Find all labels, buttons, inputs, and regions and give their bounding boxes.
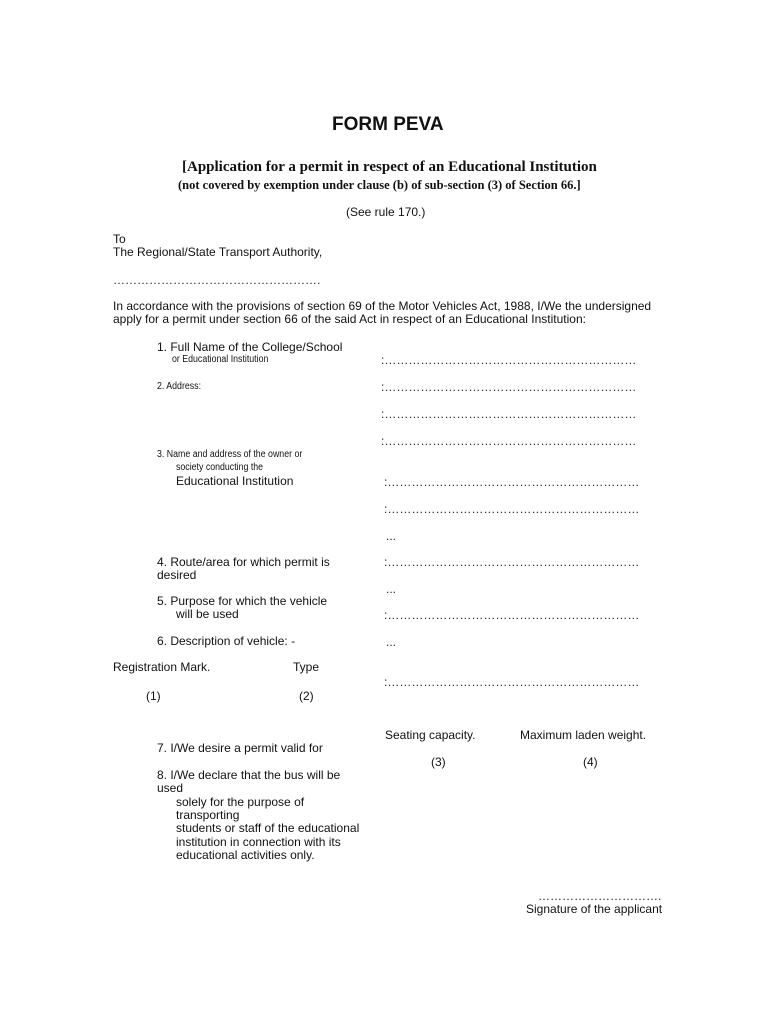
purpose-field[interactable]: :……………………………………………………… <box>384 608 640 622</box>
item8-label-cont2: solely for the purpose of <box>176 795 305 809</box>
form-subtitle-line1: [Application for a permit in respect of an Educational Institution <box>182 159 597 175</box>
address-field-3[interactable]: :……………………………………………………… <box>381 434 637 448</box>
item1-label: 1. Full Name of the College/School <box>157 340 343 354</box>
item4-label: 4. Route/area for which permit is <box>157 555 330 569</box>
item4-label-cont: desired <box>157 568 197 582</box>
purpose-field-cont: ... <box>386 635 397 649</box>
column-3-label: (3) <box>431 755 446 769</box>
item8-label: 8. I/We declare that the bus will be <box>157 768 341 782</box>
intro-line2: apply for a permit under section 66 of the said Act in respect of an Educational Institution: <box>113 312 586 326</box>
item8-label-cont3: transporting <box>176 808 240 822</box>
owner-field-2-cont: ... <box>386 529 397 543</box>
route-field[interactable]: :……………………………………………………… <box>384 555 640 569</box>
item3-label: 3. Name and address of the owner or <box>157 449 303 460</box>
authority-label: The Regional/State Transport Authority, <box>113 245 323 259</box>
max-laden-weight-header: Maximum laden weight. <box>520 728 647 742</box>
address-field-2[interactable]: :……………………………………………………… <box>381 407 637 421</box>
item8-label-cont1: used <box>157 781 184 795</box>
owner-field-1[interactable]: :……………………………………………………… <box>384 475 640 489</box>
column-2-label: (2) <box>299 689 314 703</box>
item3-label-cont1: society conducting the <box>176 462 264 473</box>
vehicle-description-field[interactable]: :……………………………………………………… <box>384 675 640 689</box>
item6-label: 6. Description of vehicle: - <box>157 634 296 648</box>
item7-label: 7. I/We desire a permit valid for <box>157 741 323 755</box>
column-4-label: (4) <box>583 755 598 769</box>
seating-capacity-header: Seating capacity. <box>385 728 476 742</box>
signature-blank-field[interactable]: …………………………. <box>538 889 662 903</box>
item5-label: 5. Purpose for which the vehicle <box>157 594 328 608</box>
column-1-label: (1) <box>146 689 161 703</box>
owner-field-2[interactable]: :……………………………………………………… <box>384 502 640 516</box>
intro-line1: In accordance with the provisions of section 69 of the Motor Vehicles Act, 1988, I/We the undersigned <box>113 299 652 313</box>
item2-label: 2. Address: <box>157 381 202 392</box>
authority-blank-field[interactable]: ……………………………………………. <box>113 273 321 287</box>
address-field-1[interactable]: :……………………………………………………… <box>381 380 637 394</box>
type-header: Type <box>293 660 320 674</box>
form-subtitle-line2: (not covered by exemption under clause (b) of sub-section (3) of Section 66.] <box>178 178 581 192</box>
to-label: To <box>113 232 126 246</box>
item8-label-cont6: educational activities only. <box>176 848 315 862</box>
institution-name-field[interactable]: :……………………………………………………… <box>381 353 637 367</box>
form-title: FORM PEVA <box>332 114 444 135</box>
item5-label-cont: will be used <box>176 607 239 621</box>
route-field-cont: ... <box>386 582 397 596</box>
item8-label-cont5: institution in connection with its <box>176 835 341 849</box>
item8-label-cont4: students or staff of the educational <box>176 821 360 835</box>
item1-label-cont: or Educational Institution <box>172 354 269 365</box>
rule-reference: (See rule 170.) <box>346 205 426 219</box>
registration-mark-header: Registration Mark. <box>113 660 211 674</box>
signature-label: Signature of the applicant <box>526 902 663 916</box>
item3-label-cont2: Educational Institution <box>176 474 294 488</box>
